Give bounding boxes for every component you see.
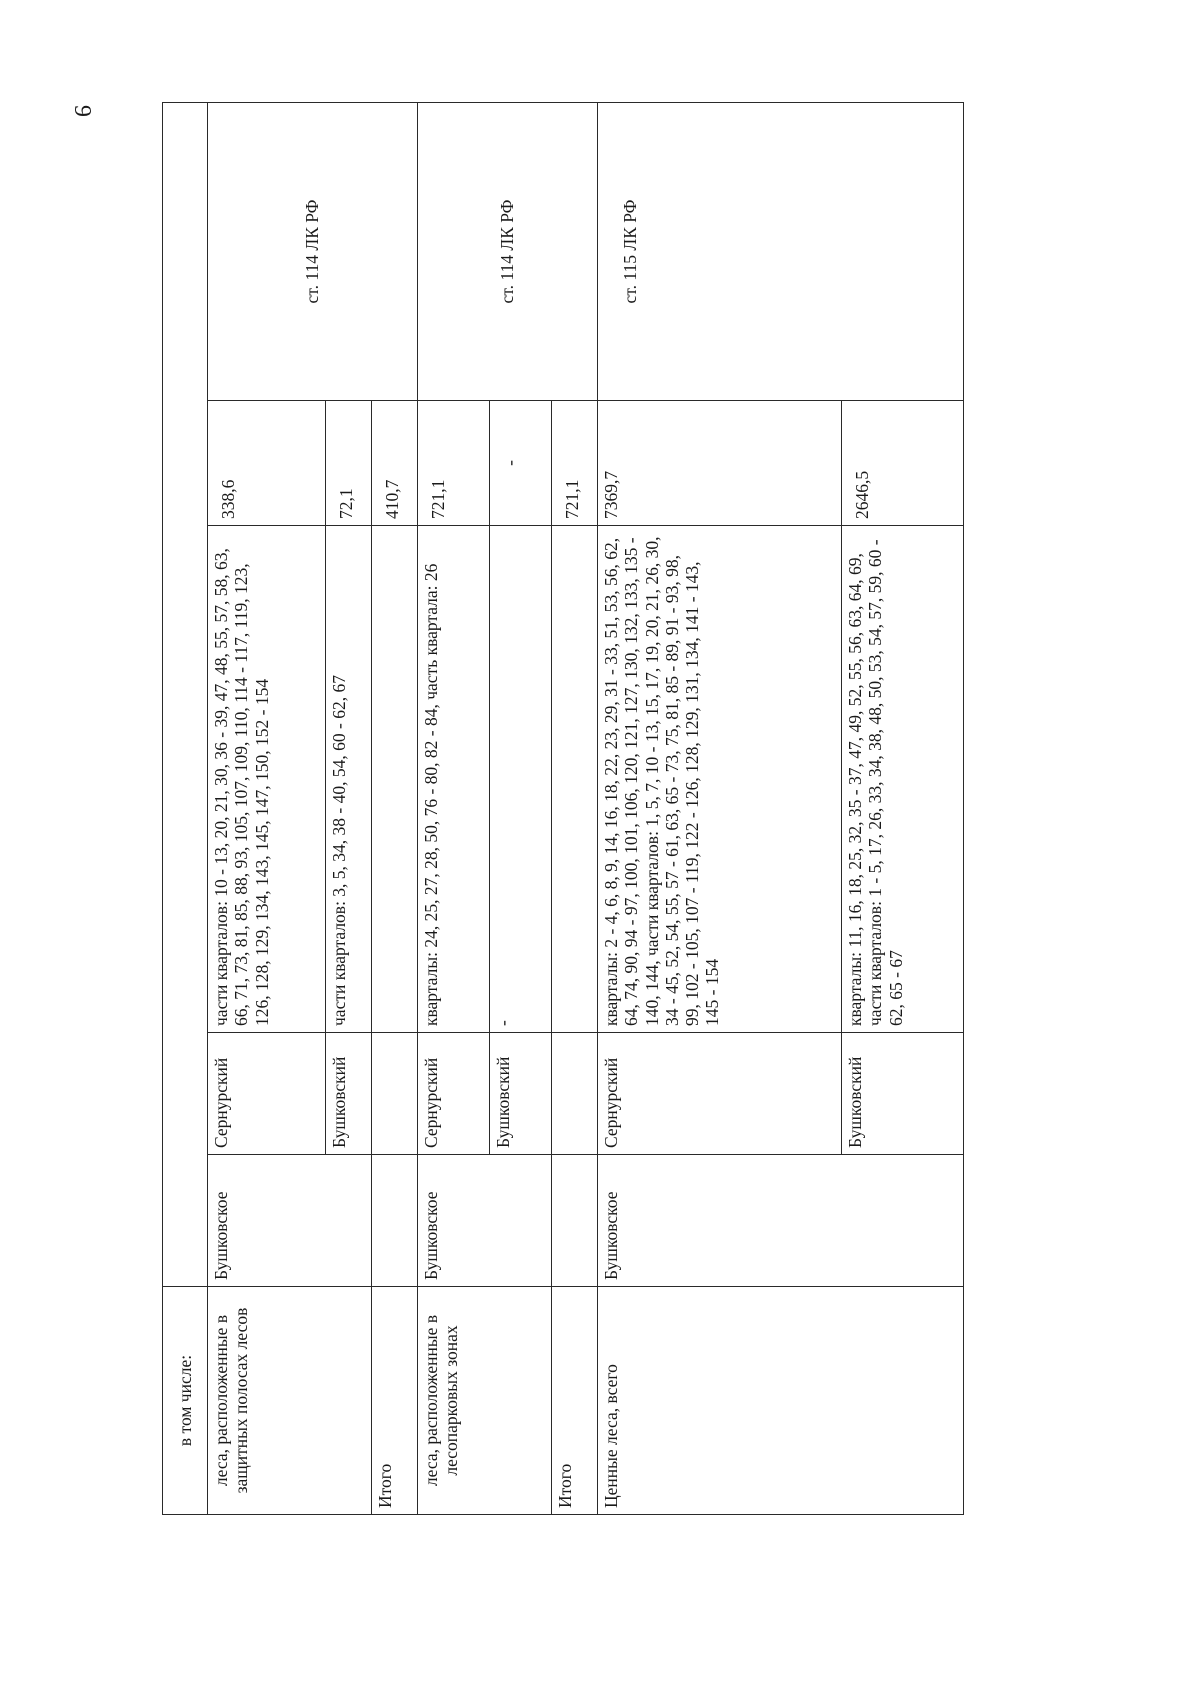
legal-basis-cell: ст. 115 ЛК РФ <box>598 102 964 400</box>
area-cell: 7369,7 <box>598 401 842 526</box>
area-cell: 2646,5 <box>842 401 964 526</box>
area-cell: - <box>490 401 552 526</box>
total-area: 721,1 <box>552 401 598 526</box>
forestry-cell: Бушковское <box>418 1155 552 1287</box>
empty-cell <box>552 526 598 1033</box>
legal-basis-cell: ст. 114 ЛК РФ <box>208 102 418 400</box>
quarters-cell: - <box>490 526 552 1033</box>
empty-cell <box>552 1155 598 1287</box>
page-number: 9 <box>69 105 95 117</box>
district-cell: Сернурский <box>208 1033 326 1155</box>
empty-cell <box>372 1033 418 1155</box>
district-cell: Сернурский <box>598 1033 842 1155</box>
category-cell: Ценные леса, всего <box>598 1287 964 1515</box>
empty-cell <box>372 1155 418 1287</box>
district-cell: Бушковский <box>842 1033 964 1155</box>
category-cell: леса, расположенные в лесопарковых зонах <box>418 1287 552 1515</box>
table-row <box>418 102 490 1514</box>
empty-cell <box>372 526 418 1033</box>
total-label: Итого <box>552 1287 598 1515</box>
category-cell: леса, расположенные в защитных полосах лесов <box>208 1287 372 1515</box>
total-area: 410,7 <box>372 401 418 526</box>
area-cell: 721,1 <box>418 401 490 526</box>
rotated-page <box>162 0 1022 1515</box>
total-label: Итого <box>372 1287 418 1515</box>
empty-cell <box>163 102 208 1286</box>
quarters-cell: части кварталов: 10 - 13, 20, 21, 30, 36 - 39, 47, 48, 55, 57, 58, 63, 66, 71, 73, 81, 85, 88, 93, 105, 107, 109, 110, 114 - 117, 119, 123, 126, 128, 129, 134, 143, 145, 147, 150, 152 - 154 <box>208 526 326 1033</box>
table-row <box>598 102 842 1514</box>
forest-category-table <box>162 102 964 1515</box>
district-cell: Бушковский <box>490 1033 552 1155</box>
table-row <box>163 102 208 1514</box>
district-cell: Сернурский <box>418 1033 490 1155</box>
quarters-cell: кварталы: 11, 16, 18, 25, 32, 35 - 37, 47, 49, 52, 55, 56, 63, 64, 69, части кварталов: 1 - 5, 17, 26, 33, 34, 38, 48, 50, 53, 54, 57, 59, 60 - 62, 65 - 67 <box>842 526 964 1033</box>
section-header: в том числе: <box>163 1287 208 1515</box>
quarters-cell: кварталы: 2 - 4, 6, 8, 9, 14, 16, 18, 22, 23, 29, 31 - 33, 51, 53, 56, 62, 64, 74, 90, 94 - 97, 100, 101, 106, 120, 121, 127, 130, 132, 133, 135 - 140, 144, части кварталов: 1, 5, 7, 10 - 13, 15, 17, 19, 20, 21, 26, 30, 34 - 45, 52, 54, 55, 57 - 61, 63, 65 - 73, 75, 81, 85 - 89, 91 - 93, 98, 99, 102 - 105, 107 - 119, 122 - 126, 128, 129, 131, 134, 141 - 143, 145 - 154 <box>598 526 842 1033</box>
table-row <box>208 102 326 1514</box>
forestry-cell: Бушковское <box>598 1155 964 1287</box>
area-cell: 72,1 <box>326 401 372 526</box>
district-cell: Бушковский <box>326 1033 372 1155</box>
area-cell: 338,6 <box>208 401 326 526</box>
quarters-cell: кварталы: 24, 25, 27, 28, 50, 76 - 80, 82 - 84, часть квартала: 26 <box>418 526 490 1033</box>
empty-cell <box>552 1033 598 1155</box>
legal-basis-cell: ст. 114 ЛК РФ <box>418 102 598 400</box>
quarters-cell: части кварталов: 3, 5, 34, 38 - 40, 54, 60 - 62, 67 <box>326 526 372 1033</box>
forestry-cell: Бушковское <box>208 1155 372 1287</box>
